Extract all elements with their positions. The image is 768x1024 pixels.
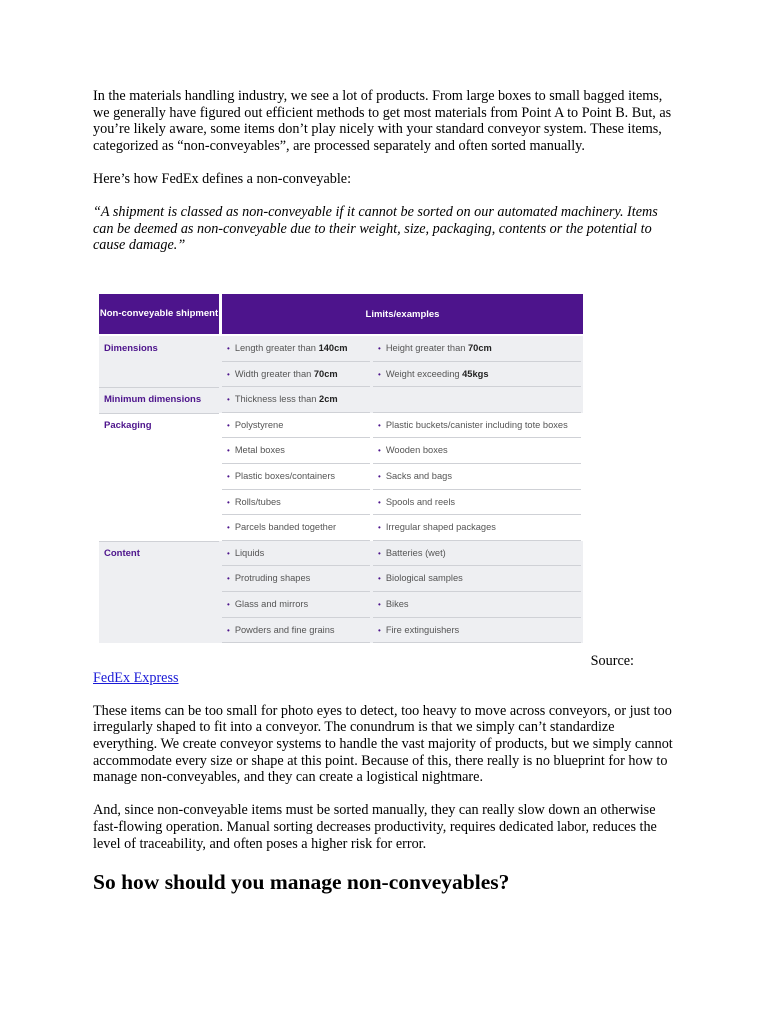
table-cell-left: • Thickness less than 2cm <box>227 394 338 405</box>
bullet-icon: • <box>378 369 381 379</box>
group-divider <box>99 541 219 542</box>
section-heading: So how should you manage non-conveyables? <box>93 870 510 895</box>
table-cell-left: • Plastic boxes/containers <box>227 471 336 481</box>
row-divider <box>373 565 581 566</box>
row-divider <box>222 540 370 541</box>
category-content: Content <box>104 547 140 559</box>
bullet-icon: • <box>227 420 230 430</box>
bullet-icon: • <box>378 548 381 558</box>
table-cell-right: • Batteries (wet) <box>378 547 446 558</box>
table-cell-right: • Weight exceeding 45kgs <box>378 368 489 379</box>
row-divider <box>222 565 370 566</box>
bullet-icon: • <box>227 574 230 584</box>
row-divider <box>222 386 370 387</box>
row-divider <box>222 361 370 362</box>
bullet-icon: • <box>378 344 381 353</box>
table-cell-left: • Metal boxes <box>227 445 285 456</box>
row-divider <box>373 514 581 515</box>
table-cell-right: • Wooden boxes <box>378 445 448 456</box>
bullet-icon: • <box>227 395 230 405</box>
row-divider <box>222 412 370 413</box>
row-divider <box>373 361 581 362</box>
row-divider <box>373 489 581 490</box>
bullet-icon: • <box>378 600 381 609</box>
article-top <box>93 88 677 254</box>
row-divider <box>373 642 581 643</box>
row-divider <box>373 591 581 592</box>
source-link-fedex-express[interactable]: FedEx Express <box>93 669 179 686</box>
problem-paragraph: These items can be too small for photo eyes to detect, too heavy to move across conveyors, or just too irregularly shaped to fit into a conveyor. The conundrum is that we simply can’t standardize everything. We create conveyor systems to handle the vast majority of products, but we simply cannot accommodate every size or shape at this point. Because of this, there really is no blueprint for how to manage non-conveyables, and they can create a logistical nightmare. <box>93 702 673 786</box>
table-cell-left: • Width greater than 70cm <box>227 368 338 379</box>
bullet-icon: • <box>378 574 381 584</box>
row-divider <box>373 540 581 541</box>
table-cell-right: • Sacks and bags <box>378 471 452 481</box>
table-cell-right: • Height greater than 70cm <box>378 343 492 353</box>
bullet-icon: • <box>227 523 230 533</box>
row-divider <box>373 463 581 464</box>
table-cell-right: • Biological samples <box>378 573 463 584</box>
row-divider <box>222 489 370 490</box>
table-cell-right: • Spools and reels <box>378 496 456 507</box>
bullet-icon: • <box>227 472 230 481</box>
table-cell-left: • Glass and mirrors <box>227 599 309 609</box>
manual-sorting-paragraph: And, since non-conveyable items must be sorted manually, they can really slow down an otherwise fast-flowing operation. Manual sorting decreases productivity, requires dedicated labor, reduces the level of traceability, and often poses a higher risk for error. <box>93 802 657 852</box>
table-cell-right: • Plastic buckets/canister including tote boxes <box>378 419 568 430</box>
group-divider <box>99 413 219 414</box>
row-divider <box>373 617 581 618</box>
table-cell-left: • Liquids <box>227 547 265 558</box>
bullet-icon: • <box>227 369 230 379</box>
row-divider <box>222 591 370 592</box>
bullet-icon: • <box>227 446 230 456</box>
bullet-icon: • <box>227 548 230 558</box>
row-divider <box>222 514 370 515</box>
bullet-icon: • <box>378 625 381 635</box>
table-header-limits: Limits/examples <box>222 294 583 334</box>
table-cell-right: • Bikes <box>378 599 409 609</box>
category-packaging: Packaging <box>104 419 152 431</box>
bullet-icon: • <box>227 625 230 635</box>
bullet-icon: • <box>227 600 230 609</box>
category-minimum: Minimum dimensions <box>104 394 202 406</box>
bullet-icon: • <box>378 472 381 481</box>
table-cell-left: • Polystyrene <box>227 419 284 430</box>
table-cell-right: • Irregular shaped packages <box>378 522 496 533</box>
category-dimensions: Dimensions <box>104 343 158 354</box>
table-cell-left: • Rolls/tubes <box>227 496 281 507</box>
table-cell-left: • Protruding shapes <box>227 573 311 584</box>
row-divider <box>373 437 581 438</box>
table-cell-left: • Length greater than 140cm <box>227 343 348 353</box>
source-label: Source: <box>590 653 634 669</box>
intro-paragraph: In the materials handling industry, we see a lot of products. From large boxes to small bagged items, we generally have figured out efficient methods to get most materials from Point A to Point B. But, as you’re likely aware, some items don’t play nicely with your standard conveyor system. These items, categorized as “non-conveyables”, are processed separately and often sorted manually. <box>93 88 672 154</box>
table-header-shipment: Non-conveyable shipment <box>99 294 219 334</box>
table-cell-left: • Powders and fine grains <box>227 624 335 635</box>
table-cell-left: • Parcels banded together <box>227 522 337 533</box>
article-bottom <box>93 653 677 895</box>
row-divider <box>373 412 581 413</box>
row-divider <box>373 386 581 387</box>
table-cell-right: • Fire extinguishers <box>378 624 460 635</box>
non-conveyable-table <box>99 294 583 644</box>
bullet-icon: • <box>378 446 381 456</box>
bullet-icon: • <box>378 497 381 507</box>
row-divider <box>222 437 370 438</box>
bullet-icon: • <box>378 420 381 430</box>
row-divider <box>222 463 370 464</box>
fedex-intro: Here’s how FedEx defines a non-conveyable: <box>93 170 352 187</box>
bullet-icon: • <box>227 344 230 353</box>
fedex-quote: “A shipment is classed as non-conveyable if it cannot be sorted on our automated machinery. Items can be deemed as non-conveyable due to their weight, size, packaging, contents or the potential to cause damage.” <box>93 204 658 254</box>
group-divider <box>99 387 219 388</box>
bullet-icon: • <box>378 523 381 533</box>
bullet-icon: • <box>227 497 230 507</box>
row-divider <box>222 642 370 643</box>
row-divider <box>222 617 370 618</box>
